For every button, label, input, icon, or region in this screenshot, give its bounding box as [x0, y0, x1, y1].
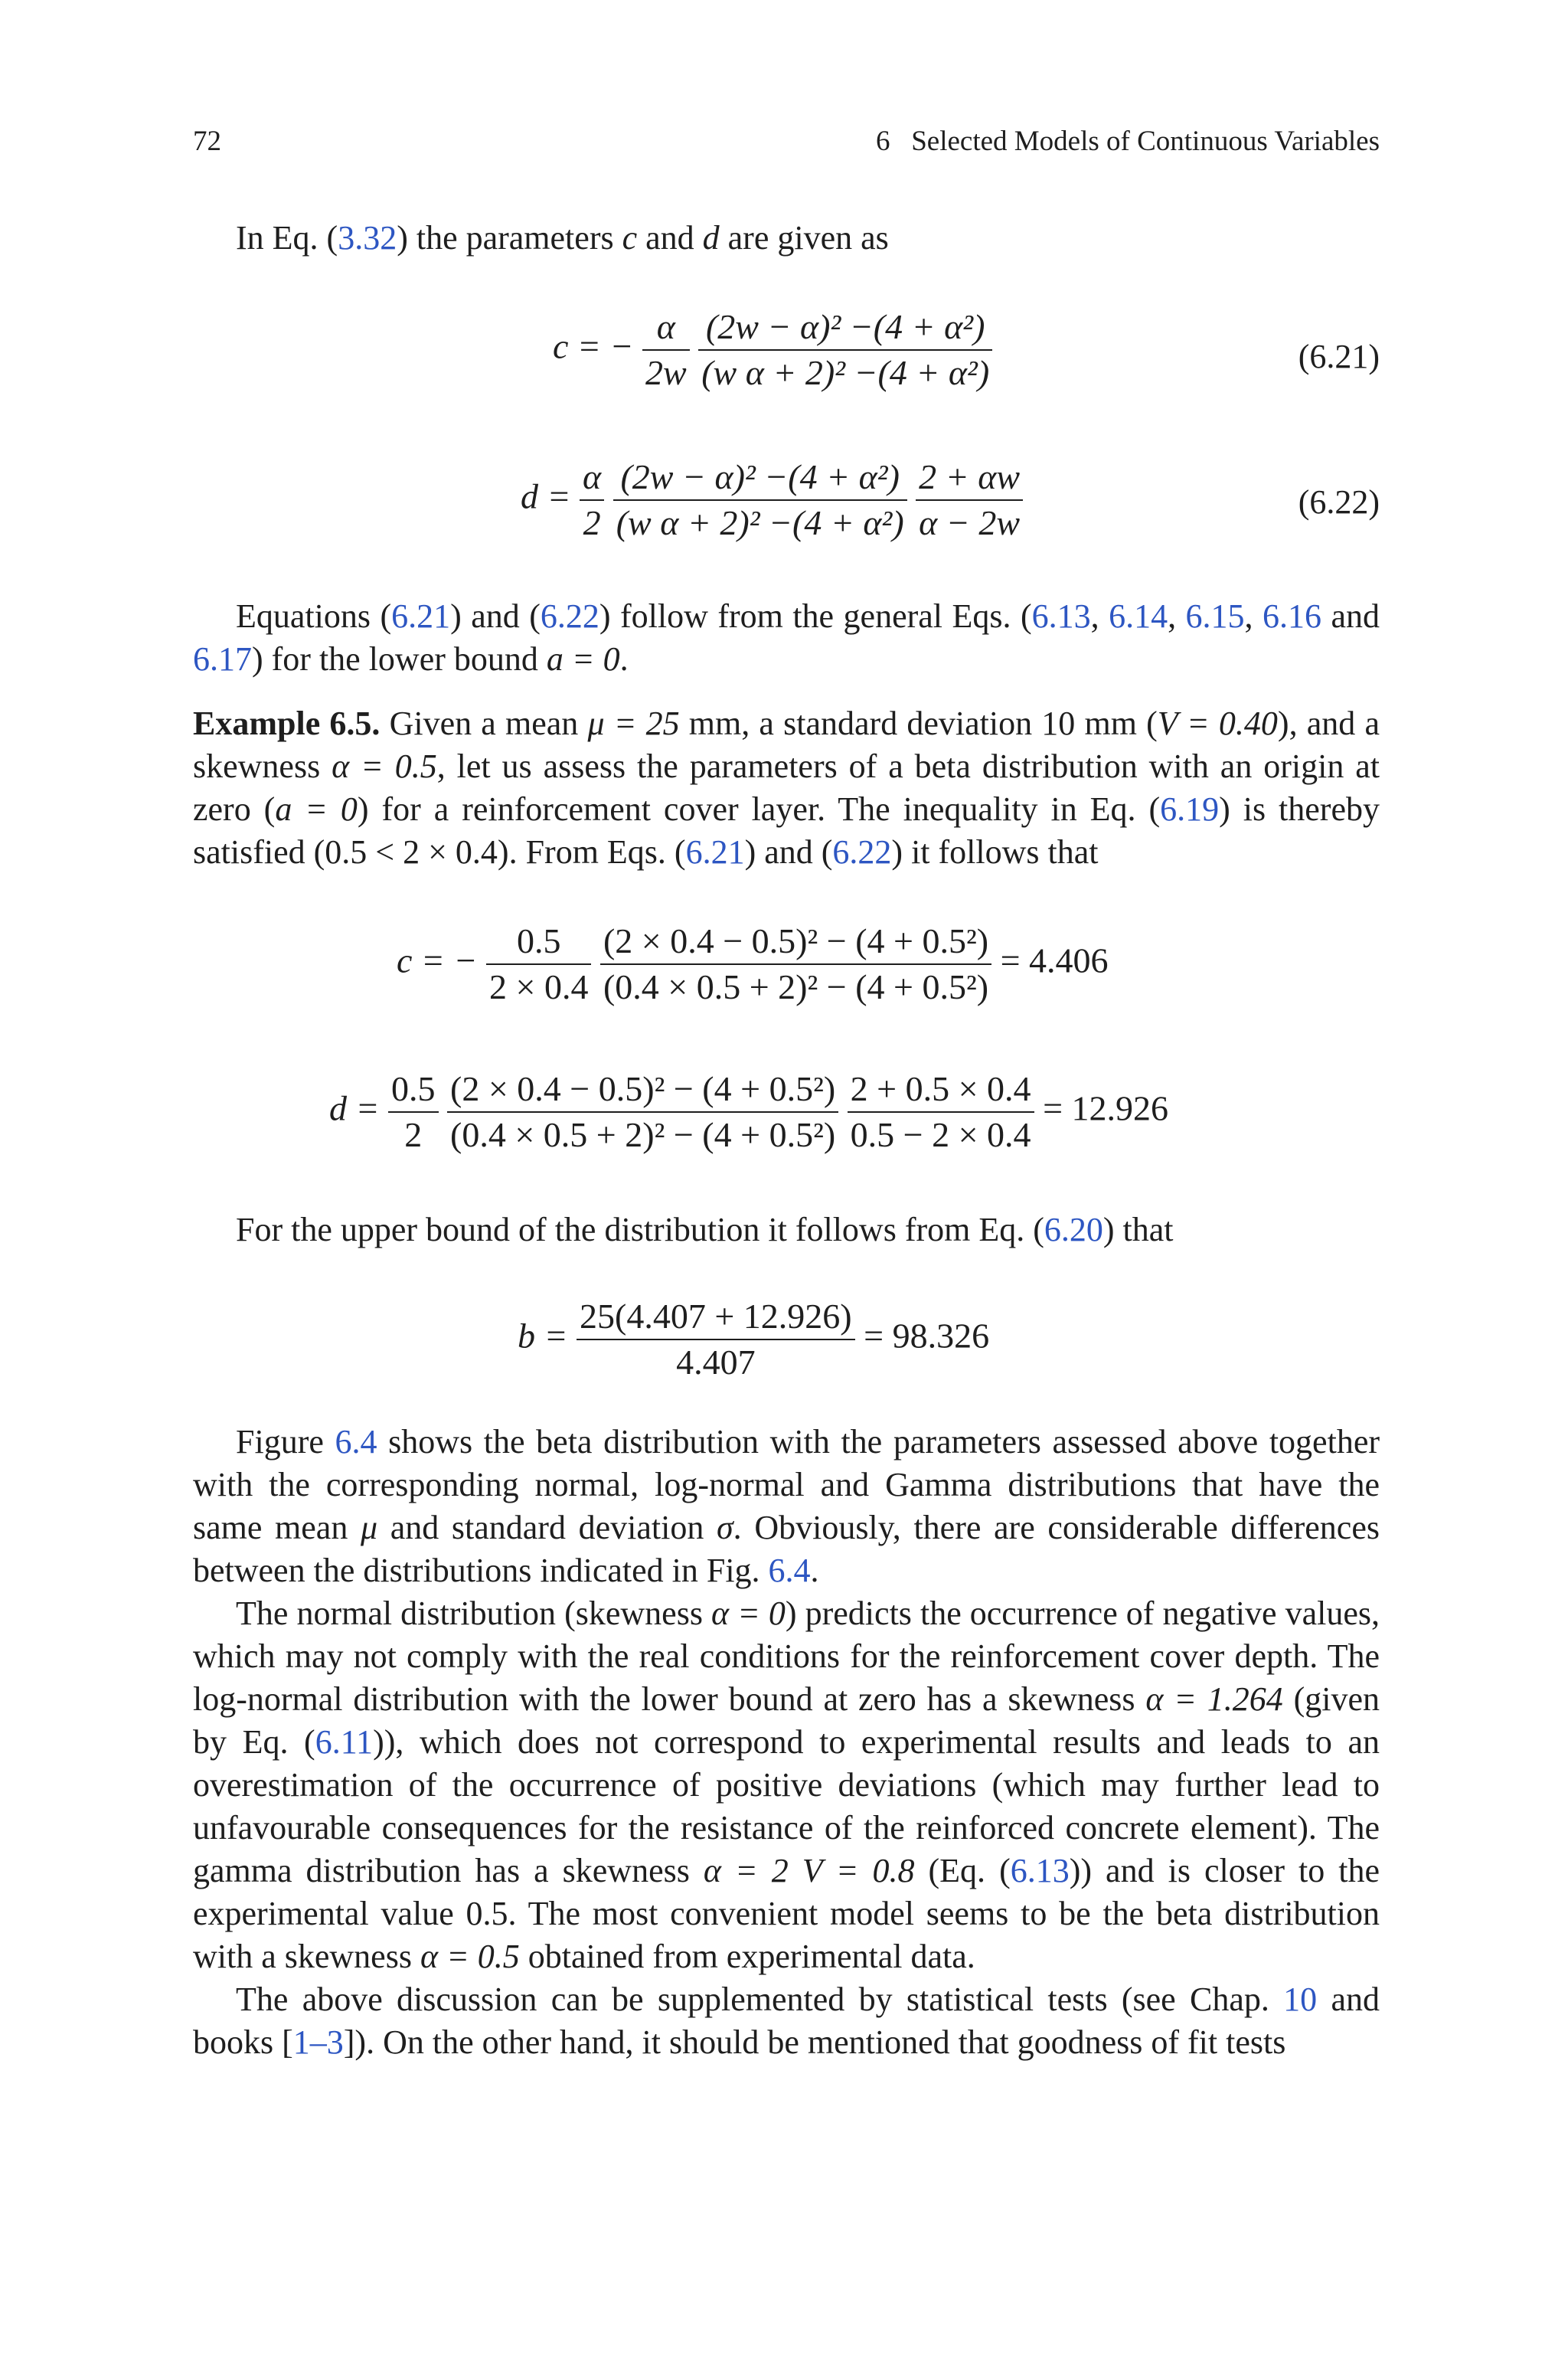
example-label: Example 6.5. [193, 705, 381, 742]
ref-link[interactable]: 6.22 [540, 597, 599, 635]
equation-d-numeric: d = $\frac{0.5}{2}$ $\frac{\text{(2 × 0.4 − 0.5)² − (4 + 0.5²)}}{\text{(0.4 × 0.5 + 2)² − (4 + 0.5²)}}$ $\frac{2 + 0.5 \times 0.4}{0.5 - 2 \times 0.4}$ = 12.926 [329, 1067, 1168, 1157]
ref-link[interactable]: 6.16 [1263, 597, 1322, 635]
equations-paragraph: Equations (6.21) and (6.22) follow from the general Eqs. (6.13, 6.14, 6.15, 6.16 and 6.17) for the lower bound a = 0. [193, 597, 1380, 678]
figure-paragraph: Figure 6.4 shows the beta distribution with the parameters assessed above together with the corresponding normal, log-normal and Gamma distributions that have the same mean μ and standard deviation σ. Obviously, there are considerable differences between the distributions indicated in Fig. 6.4. [193, 1423, 1380, 1589]
ref-link[interactable]: 6.19 [1160, 790, 1220, 828]
figure-link[interactable]: 6.4 [335, 1423, 377, 1460]
body-text [193, 1421, 1380, 2064]
ref-link[interactable]: 6.13 [1010, 1852, 1070, 1889]
ref-link[interactable]: 6.21 [685, 833, 745, 871]
ref-link[interactable]: 6.15 [1185, 597, 1245, 635]
intro-paragraph: In Eq. (3.32) the parameters c and d are given as [236, 219, 889, 257]
ref-link[interactable]: 6.21 [391, 597, 451, 635]
equation-6-21: c = − $\frac{\alpha}{2w}$ $\frac{\text{(2w − α)² −(4 + α²)}}{\text{(w α + 2)² −(4 + α²)}}$ [553, 305, 992, 395]
running-header: 6 Selected Models of Continuous Variables [875, 126, 1380, 157]
ref-link[interactable]: 6.17 [193, 640, 252, 678]
ref-link[interactable]: 6.22 [832, 833, 892, 871]
chapter-link[interactable]: 10 [1283, 1981, 1318, 2018]
ref-link[interactable]: 6.11 [315, 1723, 374, 1761]
ref-link[interactable]: 6.14 [1109, 597, 1168, 635]
equation-6-22: d = $\frac{\alpha}{2}$ $\frac{\text{(2w − α)² −(4 + α²)}}{\text{(w α + 2)² −(4 + α²)}}$ $\frac{2 + \alpha w}{\alpha - 2w}$ [521, 455, 1023, 545]
ref-link[interactable]: 3.32 [338, 219, 397, 257]
equation-number: (6.21) [1298, 338, 1380, 375]
figure-link[interactable]: 6.4 [768, 1552, 811, 1589]
equation-b: b = $\frac{25(4.407 + 12.926)}{4.407}$ = 98.326 [518, 1294, 989, 1385]
example-paragraph: Example 6.5. Given a mean μ = 25 mm, a standard deviation 10 mm (V = 0.40), and a skewness α = 0.5, let us assess the parameters of a beta distribution with an origin at zero (a = 0) for a reinforcement cover layer. The inequality in Eq. (6.19) is thereby satisfied (0.5 < 2 × 0.4). From Eqs. (6.21) and (6.22) it follows that [193, 705, 1380, 871]
normal-distribution-paragraph: The normal distribution (skewness α = 0) predicts the occurrence of negative values, which may not comply with the real conditions for the reinforcement cover depth. The log-normal distribution with the lower bound at zero has a skewness α = 1.264 (given by Eq. (6.11)), which does not correspond to experimental results and leads to an overestimation of the occurrence of positive deviations (which may further lead to unfavourable consequences for the resistance of the reinforced concrete element). The gamma distribution has a skewness α = 2 V = 0.8 (Eq. (6.13)) and is closer to the experimental value 0.5. The most convenient model seems to be the beta distribution with a skewness α = 0.5 obtained from experimental data. [193, 1595, 1380, 1975]
citation-link[interactable]: 1–3 [292, 2023, 344, 2061]
discussion-paragraph: The above discussion can be supplemented by statistical tests (see Chap. 10 and books [1–3]). On the other hand, it should be mentioned that goodness of fit tests [193, 1981, 1380, 2061]
upper-bound-paragraph: For the upper bound of the distribution it follows from Eq. (6.20) that [236, 1211, 1174, 1248]
ref-link[interactable]: 6.13 [1031, 597, 1091, 635]
equation-number: (6.22) [1298, 483, 1380, 521]
equation-c-numeric: c = − $\frac{0.5}{2 \times 0.4}$ $\frac{\text{(2 × 0.4 − 0.5)² − (4 + 0.5²)}}{\text{(0.4 × 0.5 + 2)² − (4 + 0.5²)}}$ = 4.406 [397, 919, 1109, 1009]
ref-link[interactable]: 6.20 [1044, 1211, 1103, 1248]
page-number: 72 [193, 126, 221, 157]
